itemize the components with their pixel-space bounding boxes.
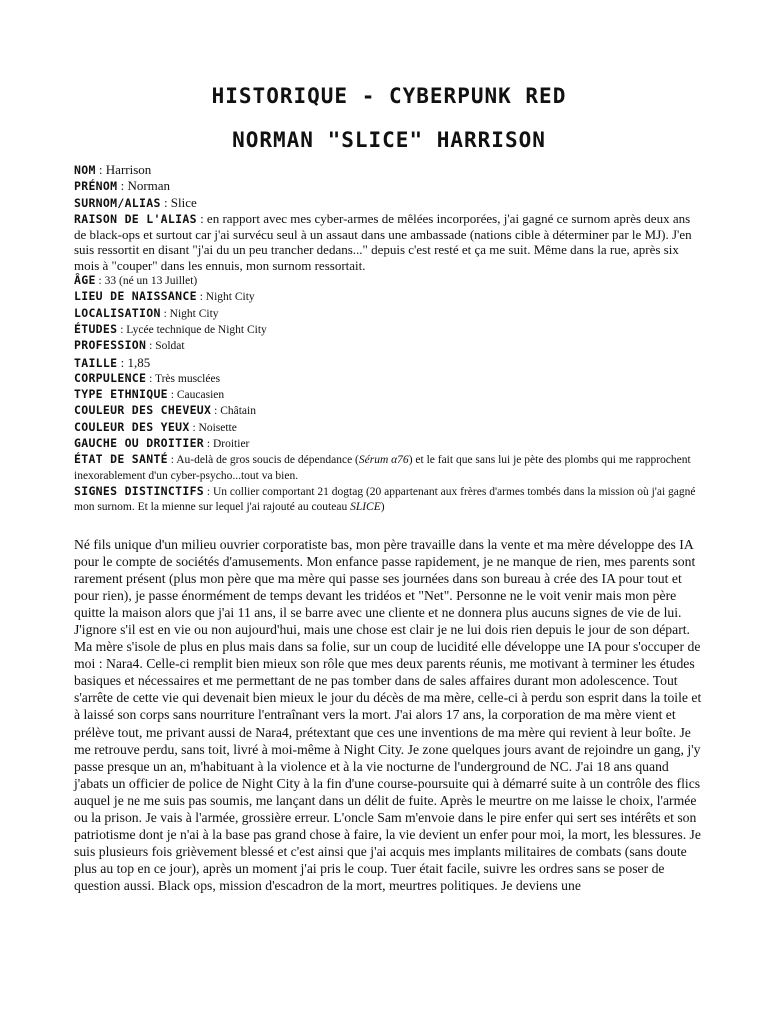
field-label: LIEU DE NAISSANCE [74,289,197,304]
field-label: LOCALISATION [74,305,161,320]
field-label: GAUCHE OU DROITIER [74,436,205,451]
character-name-heading: NORMAN "SLICE" HARRISON [232,128,546,152]
field-localisation [74,306,704,322]
field-label: TYPE ETHNIQUE [74,387,168,402]
field-label: TAILLE [74,355,118,370]
field-value: : Un collier comportant 21 dogtag (20 appartenant aux frères d'armes tombés dans la mission où j'ai gagné mon surnom. Et la mienne sur lequel j'ai rajouté au couteau [74,485,696,514]
field-label: NOM [74,163,96,177]
field-signes-distinctifs [74,484,704,516]
field-etat-sante [74,452,704,484]
field-taille [74,355,704,371]
field-type-ethnique [74,387,704,403]
field-label: PRÉNOM [74,179,118,194]
field-label: RAISON DE L'ALIAS [74,211,197,226]
field-value: : 1,85 [117,354,151,370]
field-value: : Au-delà de gros soucis de dépendance ( [167,454,359,467]
field-label: SURNOM/ALIAS [74,195,161,210]
field-value: : Night City [196,291,255,304]
document-title: HISTORIQUE - CYBERPUNK RED [211,84,567,108]
field-value: : 33 (né un 13 Juillet) [95,275,198,288]
field-value: : Lycée technique de Night City [117,323,267,336]
field-value: ) [380,501,385,514]
field-etudes [74,322,704,338]
field-value: : Slice [160,194,197,210]
field-value-italic: SLICE [350,501,381,514]
field-label: COULEUR DES YEUX [74,419,190,434]
field-label: ÉTAT DE SANTÉ [74,452,168,467]
field-value: : Caucasien [167,389,225,402]
field-value: : Night City [160,307,219,320]
field-label: ÂGE [74,273,96,288]
field-couleur-yeux [74,420,704,436]
field-couleur-cheveux [74,403,704,419]
field-gauche-droitier [74,436,704,452]
field-nom [74,162,704,178]
background-story-paragraph: Né fils unique d'un milieu ouvrier corporatiste bas, mon père travaille dans la vente et ma mère développe des IA pour le compte de sociétés d'amusements. Mon enfance passe rapidement, je ne manque de rien, mes parents sont rarement présent (plus mon père que ma mère qui passe ses journées dans son bureau à crée des IA pour tout et pour rien), je passe énormément de temps devant les tridéos et "Net". Personne ne le voit venir mais mon père quitte la maison alors que j'ai 11 ans, il se barre avec une cliente et ne donnera plus aucuns signes de vie de lui. J'ignore s'il est en vie ou non aujourd'hui, mais une chose est clair je ne lui dois rien depuis le jour de son départ. Ma mère s'isole de plus en plus mais dans sa folie, sur un coup de lucidité elle développe une IA pour s'occuper de moi : Nara4. Celle-ci remplit bien mieux son rôle que mes deux parents réunis, me motivant à terminer les études basiques et nécessaires et me permettant de ne pas tomber dans de sales affaires durant mon adolescence. Tout s'arrête de cette vie qui devenait bien mieux le jour du décès de ma mère, celle-ci à perdu son esprit dans la toile et à laissé son corps sans nourriture l'entraînant vers la mort. J'ai alors 17 ans, la corporation de ma mère vient et prélève tout, me privant aussi de Nara4, prétextant que ces une inventions de ma mère qui revient à leur boîte. Je me retrouve perdu, sans toit, livré à moi-même à Night City. Je zone quelques jours avant de rejoindre un gang, j'y passe presque un an, m'habituant à la violence et à la vie nocturne de l'underground de NC. J'ai 18 ans quand j'abats un officier de police de Night City à la fin d'une course-poursuite qui à démarré suite à un contrôle des flics auquel je ne me suis pas soumis, me lançant dans un délit de fuite. Après le meurtre on me laisse le choix, l'armée ou la prison. Je vais à l'armée, grossière erreur. L'oncle Sam m'envoie dans le pire enfer qui sert ses intérêts et son patriotisme dont je n'ai à la base pas grand chose à faire, la vie devient un enfer pour moi, la mort, les blessures. Je suis plusieurs fois grièvement blessé et c'est ainsi que j'ai acquis mes implants militaires de combats (sans doute plus au top en ce jour), après un moment j'ai pris le coup. Tuer était facile, suivre les ordres sans se poser de question aussi. Black ops, mission d'escadron de la mort, meurtres politiques. Je deviens une [74,536,702,894]
field-value: : Très musclées [146,372,221,385]
field-surnom [74,195,704,211]
field-label: SIGNES DISTINCTIFS [74,483,205,498]
field-value: : Harrison [95,162,152,177]
field-label: ÉTUDES [74,321,118,336]
field-lieu-naissance [74,289,704,305]
field-label: CORPULENCE [74,370,147,385]
field-value: ) et le fait que sans lui je pète des plombs qui me rapprochent inexorablement d'un cyber-psycho...tout va bien. [74,454,691,482]
field-label: PROFESSION [74,338,147,353]
field-value: : Norman [117,178,171,194]
field-label: COULEUR DES CHEVEUX [74,403,212,418]
field-value: : Soldat [146,340,185,353]
field-prenom [74,178,704,194]
field-value: : en rapport avec mes cyber-armes de mêlées incorporées, j'ai gagné ce surnom après deux ans de black-ops et surtout car j'ai survécu seul à un assaut dans une ambassade (nations cible à déterminer par le MJ). J'en suis ressortit en disant "j'ai du un peu trancher dedans..." depuis c'est resté et ça me suit. Même dans la rue, après six mois à "couper" dans les ennuis, mon surnom ressortait. [74,210,692,273]
field-value: : Droitier [204,438,250,451]
field-value: : Noisette [189,421,237,434]
field-profession [74,338,704,354]
field-raison-alias [74,211,704,273]
document-page [74,84,704,908]
field-value-italic: Sérum α76 [358,454,409,467]
field-value: : Châtain [211,405,256,418]
field-age [74,273,704,289]
field-corpulence [74,371,704,387]
